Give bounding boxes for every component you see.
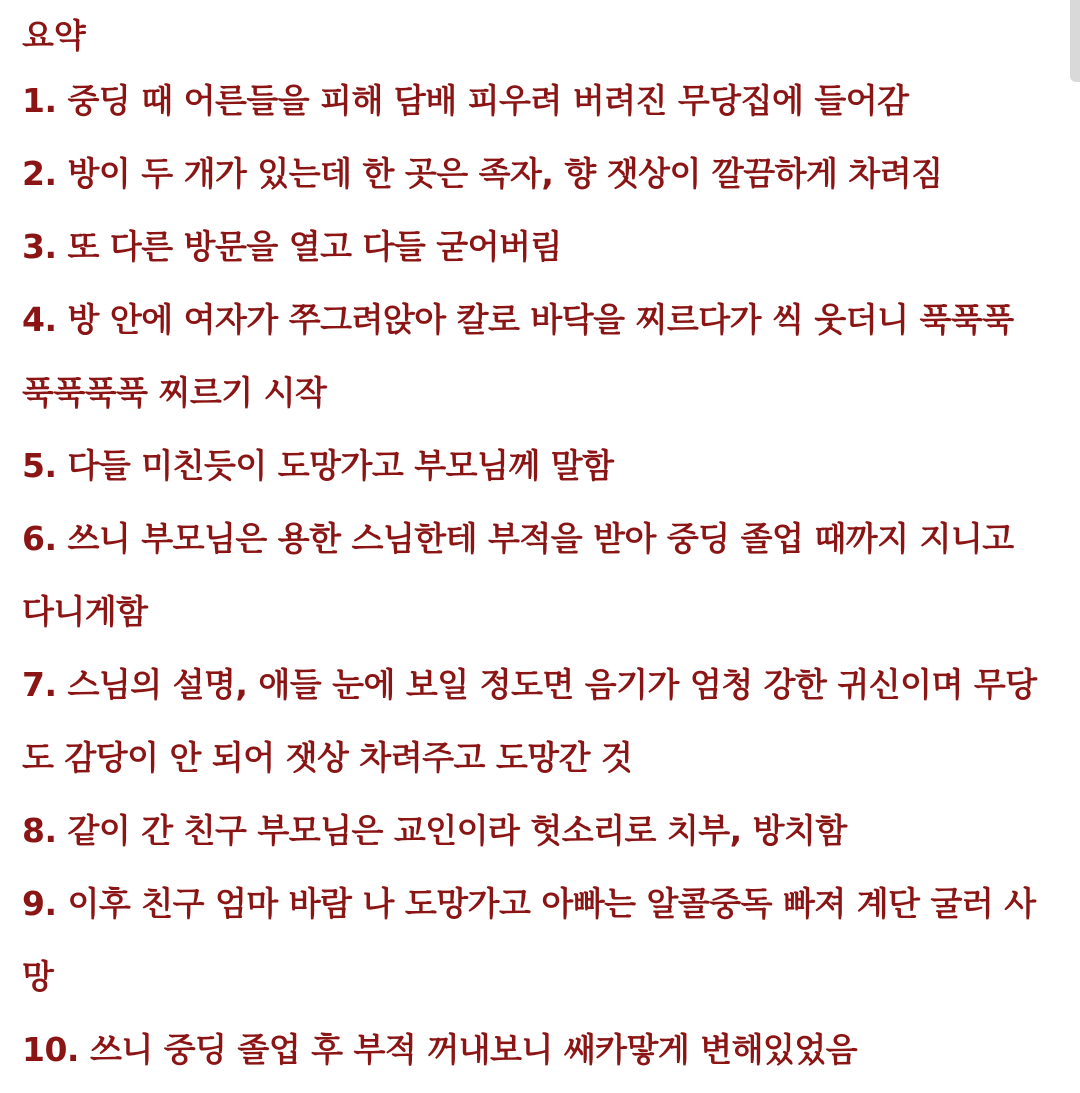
scrollbar-thumb[interactable] <box>1070 0 1080 82</box>
summary-line-5: 5. 다들 미친듯이 도망가고 부모님께 말함 <box>22 446 614 485</box>
summary-line-3: 3. 또 다른 방문을 열고 다들 굳어버림 <box>22 227 562 266</box>
summary-line-9: 9. 이후 친구 엄마 바람 나 도망가고 아빠는 알콜중독 빠져 계단 굴러 사 <box>22 884 1036 923</box>
summary-line-4: 4. 방 안에 여자가 쭈그려앉아 칼로 바닥을 찌르다가 씩 웃더니 푹푹푹 <box>22 300 1014 339</box>
summary-line-6: 6. 쓰니 부모님은 용한 스님한테 부적을 받아 중딩 졸업 때까지 지니고 <box>22 519 1014 558</box>
summary-line-2: 2. 방이 두 개가 있는데 한 곳은 족자, 향 잿상이 깔끔하게 차려짐 <box>22 154 943 193</box>
summary-line-8: 8. 같이 간 친구 부모님은 교인이라 헛소리로 치부, 방치함 <box>22 811 847 850</box>
summary-heading: 요약 <box>22 16 86 55</box>
summary-line-4-continued: 푹푹푹푹 찌르기 시작 <box>22 373 327 412</box>
summary-line-1: 1. 중딩 때 어른들을 피해 담배 피우려 버려진 무당집에 들어감 <box>22 81 909 120</box>
summary-line-7: 7. 스님의 설명, 애들 눈에 보일 정도면 음기가 엄청 강한 귀신이며 무당 <box>22 665 1037 704</box>
summary-line-6-continued: 다니게함 <box>22 592 148 631</box>
summary-line-10: 10. 쓰니 중딩 졸업 후 부적 꺼내보니 쌔카맣게 변해있었음 <box>22 1030 858 1069</box>
summary-line-9-continued: 망 <box>22 957 54 996</box>
summary-line-7-continued: 도 감당이 안 되어 잿상 차려주고 도망간 것 <box>22 738 633 777</box>
